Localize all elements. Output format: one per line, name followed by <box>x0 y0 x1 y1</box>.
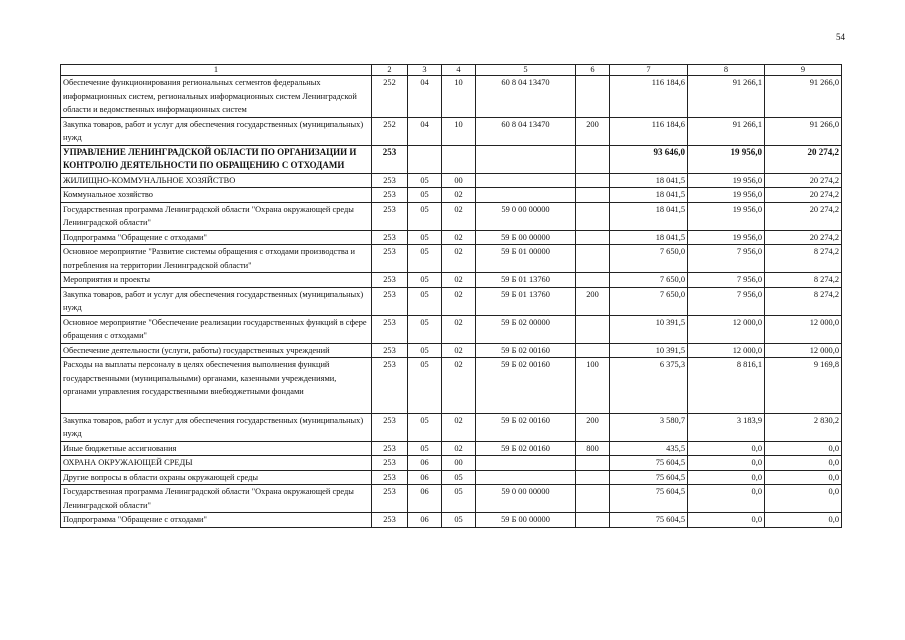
row-name: Подпрограмма "Обращение с отходами" <box>61 513 372 528</box>
header-cell: 4 <box>442 65 476 76</box>
row-amount-1: 75 604,5 <box>610 470 688 485</box>
row-gr-code: 253 <box>372 343 408 358</box>
table-row <box>61 413 842 441</box>
header-cell: 3 <box>408 65 442 76</box>
row-name: Государственная программа Ленинградской области "Охрана окружающей среды Ленинградской области" <box>61 485 372 513</box>
row-amount-3: 20 274,2 <box>765 145 842 173</box>
row-subsection-code <box>442 145 476 173</box>
row-section-code: 05 <box>408 273 442 288</box>
row-amount-3: 20 274,2 <box>765 230 842 245</box>
row-expense-type <box>576 173 610 188</box>
row-section-code: 06 <box>408 456 442 471</box>
table-row <box>61 485 842 513</box>
row-section-code <box>408 145 442 173</box>
table-row <box>61 230 842 245</box>
row-amount-1: 116 184,6 <box>610 76 688 118</box>
row-amount-1: 75 604,5 <box>610 513 688 528</box>
budget-table <box>60 64 842 528</box>
row-amount-2: 91 266,1 <box>688 76 765 118</box>
header-cell: 5 <box>476 65 576 76</box>
table-row <box>61 456 842 471</box>
row-subsection-code: 02 <box>442 245 476 273</box>
row-amount-1: 3 580,7 <box>610 413 688 441</box>
row-section-code: 05 <box>408 173 442 188</box>
row-amount-3: 9 169,8 <box>765 358 842 414</box>
row-expense-type <box>576 513 610 528</box>
row-expense-type: 200 <box>576 413 610 441</box>
row-gr-code: 253 <box>372 188 408 203</box>
row-target-article <box>476 456 576 471</box>
row-section-code: 05 <box>408 441 442 456</box>
table-row <box>61 117 842 145</box>
row-amount-2: 19 956,0 <box>688 202 765 230</box>
row-amount-2: 19 956,0 <box>688 173 765 188</box>
row-expense-type <box>576 202 610 230</box>
row-section-code: 05 <box>408 245 442 273</box>
table-row <box>61 145 842 173</box>
row-subsection-code: 05 <box>442 470 476 485</box>
row-amount-2: 19 956,0 <box>688 145 765 173</box>
row-subsection-code: 02 <box>442 273 476 288</box>
row-amount-2: 7 956,0 <box>688 245 765 273</box>
table-row <box>61 343 842 358</box>
row-name: Мероприятия и проекты <box>61 273 372 288</box>
header-cell: 7 <box>610 65 688 76</box>
row-amount-3: 0,0 <box>765 441 842 456</box>
row-gr-code: 253 <box>372 273 408 288</box>
row-target-article: 59 Б 01 13760 <box>476 287 576 315</box>
row-section-code: 06 <box>408 485 442 513</box>
row-amount-1: 75 604,5 <box>610 485 688 513</box>
row-expense-type <box>576 245 610 273</box>
row-expense-type: 200 <box>576 117 610 145</box>
row-subsection-code: 02 <box>442 188 476 203</box>
row-amount-1: 18 041,5 <box>610 173 688 188</box>
row-section-code: 05 <box>408 188 442 203</box>
row-amount-2: 0,0 <box>688 441 765 456</box>
row-target-article: 59 Б 01 13760 <box>476 273 576 288</box>
row-subsection-code: 05 <box>442 485 476 513</box>
row-amount-2: 7 956,0 <box>688 273 765 288</box>
row-target-article: 59 Б 02 00160 <box>476 343 576 358</box>
row-amount-2: 0,0 <box>688 485 765 513</box>
row-amount-1: 7 650,0 <box>610 245 688 273</box>
row-amount-3: 20 274,2 <box>765 202 842 230</box>
row-section-code: 04 <box>408 76 442 118</box>
row-name: Иные бюджетные ассигнования <box>61 441 372 456</box>
row-amount-2: 0,0 <box>688 470 765 485</box>
table-row <box>61 188 842 203</box>
header-cell: 2 <box>372 65 408 76</box>
row-section-code: 06 <box>408 470 442 485</box>
row-section-code: 05 <box>408 343 442 358</box>
row-target-article: 59 0 00 00000 <box>476 485 576 513</box>
row-subsection-code: 05 <box>442 513 476 528</box>
row-subsection-code: 02 <box>442 358 476 414</box>
row-gr-code: 253 <box>372 441 408 456</box>
row-target-article <box>476 173 576 188</box>
row-name: Обеспечение деятельности (услуги, работы) государственных учреждений <box>61 343 372 358</box>
header-cell: 6 <box>576 65 610 76</box>
row-amount-1: 116 184,6 <box>610 117 688 145</box>
row-target-article <box>476 145 576 173</box>
row-amount-2: 12 000,0 <box>688 315 765 343</box>
row-name: Коммунальное хозяйство <box>61 188 372 203</box>
row-target-article: 60 8 04 13470 <box>476 117 576 145</box>
row-gr-code: 253 <box>372 470 408 485</box>
row-gr-code: 252 <box>372 117 408 145</box>
row-expense-type <box>576 76 610 118</box>
row-name: Основное мероприятие "Развитие системы обращения с отходами производства и потребления на территории Ленинградской области" <box>61 245 372 273</box>
row-amount-1: 7 650,0 <box>610 287 688 315</box>
row-target-article: 59 Б 02 00000 <box>476 315 576 343</box>
header-row <box>61 65 842 76</box>
row-expense-type: 100 <box>576 358 610 414</box>
row-expense-type <box>576 315 610 343</box>
row-gr-code: 253 <box>372 456 408 471</box>
row-section-code: 04 <box>408 117 442 145</box>
row-name: Государственная программа Ленинградской области "Охрана окружающей среды Ленинградской области" <box>61 202 372 230</box>
row-subsection-code: 02 <box>442 343 476 358</box>
row-subsection-code: 02 <box>442 441 476 456</box>
row-amount-1: 7 650,0 <box>610 273 688 288</box>
row-name: Закупка товаров, работ и услуг для обеспечения государственных (муниципальных) нужд <box>61 413 372 441</box>
row-gr-code: 252 <box>372 76 408 118</box>
row-amount-3: 8 274,2 <box>765 245 842 273</box>
row-section-code: 05 <box>408 202 442 230</box>
row-name: ОХРАНА ОКРУЖАЮЩЕЙ СРЕДЫ <box>61 456 372 471</box>
row-amount-2: 12 000,0 <box>688 343 765 358</box>
table-row <box>61 202 842 230</box>
row-target-article: 59 Б 02 00160 <box>476 441 576 456</box>
row-expense-type <box>576 456 610 471</box>
row-expense-type <box>576 470 610 485</box>
row-gr-code: 253 <box>372 513 408 528</box>
table-row <box>61 441 842 456</box>
row-amount-1: 75 604,5 <box>610 456 688 471</box>
row-expense-type <box>576 188 610 203</box>
row-expense-type <box>576 230 610 245</box>
row-subsection-code: 02 <box>442 413 476 441</box>
row-subsection-code: 02 <box>442 230 476 245</box>
row-amount-3: 20 274,2 <box>765 188 842 203</box>
row-subsection-code: 02 <box>442 315 476 343</box>
row-subsection-code: 00 <box>442 173 476 188</box>
row-target-article: 59 Б 02 00160 <box>476 413 576 441</box>
row-gr-code: 253 <box>372 358 408 414</box>
table-row <box>61 513 842 528</box>
row-expense-type <box>576 343 610 358</box>
row-subsection-code: 02 <box>442 287 476 315</box>
row-expense-type: 200 <box>576 287 610 315</box>
row-target-article: 59 Б 00 00000 <box>476 230 576 245</box>
header-cell: 8 <box>688 65 765 76</box>
row-amount-2: 0,0 <box>688 513 765 528</box>
row-gr-code: 253 <box>372 173 408 188</box>
row-amount-3: 8 274,2 <box>765 273 842 288</box>
header-cell: 1 <box>61 65 372 76</box>
table-row <box>61 76 842 118</box>
row-expense-type <box>576 145 610 173</box>
row-amount-1: 18 041,5 <box>610 202 688 230</box>
row-target-article: 59 Б 02 00160 <box>476 358 576 414</box>
row-amount-2: 8 816,1 <box>688 358 765 414</box>
row-section-code: 05 <box>408 315 442 343</box>
row-amount-2: 3 183,9 <box>688 413 765 441</box>
row-amount-2: 7 956,0 <box>688 287 765 315</box>
row-section-code: 05 <box>408 230 442 245</box>
row-amount-3: 2 830,2 <box>765 413 842 441</box>
row-amount-3: 0,0 <box>765 456 842 471</box>
row-subsection-code: 10 <box>442 117 476 145</box>
row-name: Расходы на выплаты персоналу в целях обеспечения выполнения функций государственными (муниципальными) органами, казенными учреждениями, органами управления государственными внебюджетными фондами <box>61 358 372 414</box>
row-amount-3: 0,0 <box>765 470 842 485</box>
row-gr-code: 253 <box>372 245 408 273</box>
row-name: Обеспечение функционирования региональных сегментов федеральных информационных систем, региональных информационных систем Ленинградской области и ведомственных информационных систем <box>61 76 372 118</box>
row-subsection-code: 00 <box>442 456 476 471</box>
row-name: Основное мероприятие "Обеспечение реализации государственных функций в сфере обращения с отходами" <box>61 315 372 343</box>
row-amount-1: 435,5 <box>610 441 688 456</box>
row-section-code: 05 <box>408 413 442 441</box>
row-name: Закупка товаров, работ и услуг для обеспечения государственных (муниципальных) нужд <box>61 287 372 315</box>
row-target-article <box>476 470 576 485</box>
row-subsection-code: 10 <box>442 76 476 118</box>
row-amount-2: 91 266,1 <box>688 117 765 145</box>
row-amount-2: 19 956,0 <box>688 230 765 245</box>
row-amount-1: 18 041,5 <box>610 230 688 245</box>
row-amount-1: 10 391,5 <box>610 343 688 358</box>
row-gr-code: 253 <box>372 230 408 245</box>
header-cell: 9 <box>765 65 842 76</box>
row-name: ЖИЛИЩНО-КОММУНАЛЬНОЕ ХОЗЯЙСТВО <box>61 173 372 188</box>
row-target-article: 59 Б 01 00000 <box>476 245 576 273</box>
row-expense-type: 800 <box>576 441 610 456</box>
row-target-article: 60 8 04 13470 <box>476 76 576 118</box>
row-amount-1: 93 646,0 <box>610 145 688 173</box>
row-amount-3: 12 000,0 <box>765 315 842 343</box>
row-amount-3: 8 274,2 <box>765 287 842 315</box>
row-gr-code: 253 <box>372 287 408 315</box>
row-target-article: 59 0 00 00000 <box>476 202 576 230</box>
row-name: Другие вопросы в области охраны окружающей среды <box>61 470 372 485</box>
table-row <box>61 315 842 343</box>
table-row <box>61 358 842 414</box>
row-gr-code: 253 <box>372 413 408 441</box>
table-row <box>61 173 842 188</box>
row-amount-3: 20 274,2 <box>765 173 842 188</box>
table-row <box>61 470 842 485</box>
row-section-code: 05 <box>408 287 442 315</box>
row-amount-2: 19 956,0 <box>688 188 765 203</box>
row-expense-type <box>576 485 610 513</box>
row-amount-3: 12 000,0 <box>765 343 842 358</box>
row-section-code: 05 <box>408 358 442 414</box>
row-target-article: 59 Б 00 00000 <box>476 513 576 528</box>
row-target-article <box>476 188 576 203</box>
row-amount-2: 0,0 <box>688 456 765 471</box>
table-row <box>61 287 842 315</box>
table-row <box>61 273 842 288</box>
row-gr-code: 253 <box>372 315 408 343</box>
row-amount-3: 0,0 <box>765 513 842 528</box>
row-name: Подпрограмма "Обращение с отходами" <box>61 230 372 245</box>
row-gr-code: 253 <box>372 145 408 173</box>
row-amount-1: 10 391,5 <box>610 315 688 343</box>
row-amount-3: 91 266,0 <box>765 76 842 118</box>
row-name: УПРАВЛЕНИЕ ЛЕНИНГРАДСКОЙ ОБЛАСТИ ПО ОРГАНИЗАЦИИ И КОНТРОЛЮ ДЕЯТЕЛЬНОСТИ ПО ОБРАЩЕНИЮ С ОТХОДАМИ <box>61 145 372 173</box>
row-gr-code: 253 <box>372 202 408 230</box>
row-expense-type <box>576 273 610 288</box>
row-name: Закупка товаров, работ и услуг для обеспечения государственных (муниципальных) нужд <box>61 117 372 145</box>
row-section-code: 06 <box>408 513 442 528</box>
row-gr-code: 253 <box>372 485 408 513</box>
row-amount-3: 91 266,0 <box>765 117 842 145</box>
table-row <box>61 245 842 273</box>
row-subsection-code: 02 <box>442 202 476 230</box>
row-amount-1: 18 041,5 <box>610 188 688 203</box>
row-amount-1: 6 375,3 <box>610 358 688 414</box>
page-number: 54 <box>836 32 845 42</box>
row-amount-3: 0,0 <box>765 485 842 513</box>
